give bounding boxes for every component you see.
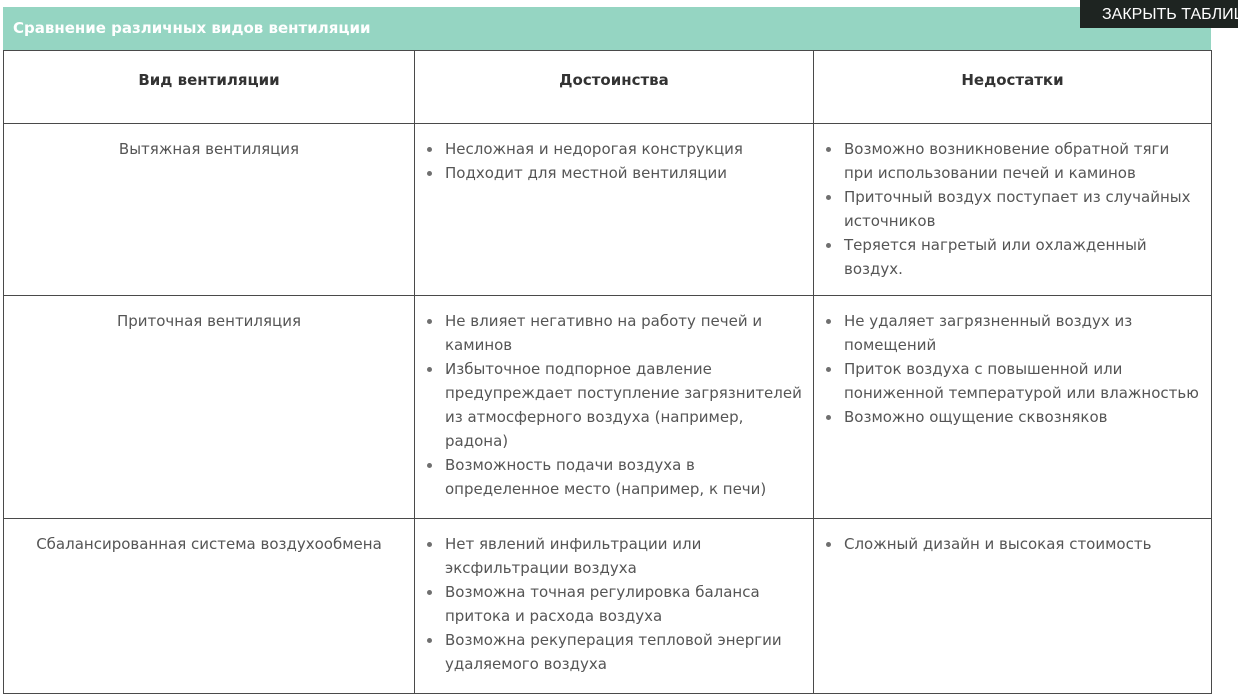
list-item: Возможность подачи воздуха в определенное место (например, к печи) (425, 453, 805, 501)
comparison-table-container (3, 7, 1211, 694)
pros-cell (415, 519, 814, 694)
list-item: Возможно возникновение обратной тяги при использовании печей и каминов (824, 137, 1203, 185)
table-row (4, 296, 1212, 519)
list-item: Избыточное подпорное давление предупреждает поступление загрязнителей из атмосферного воздуха (например, радона) (425, 357, 805, 453)
table-header-row (4, 51, 1212, 124)
list-item: Возможна рекуперация тепловой энергии удаляемого воздуха (425, 628, 805, 676)
list-item: Теряется нагретый или охлажденный воздух. (824, 233, 1203, 281)
list-item: Не удаляет загрязненный воздух из помещений (824, 309, 1203, 357)
pros-cell (415, 296, 814, 519)
list-item: Не влияет негативно на работу печей и каминов (425, 309, 805, 357)
ventilation-type-cell: Сбалансированная система воздухообмена (4, 519, 415, 694)
table-caption: Сравнение различных видов вентиляции (3, 7, 1211, 50)
column-header-pros: Достоинства (415, 51, 814, 124)
ventilation-type-cell: Приточная вентиляция (4, 296, 415, 519)
list-item: Подходит для местной вентиляции (425, 161, 805, 185)
list-item: Приток воздуха с повышенной или пониженной температурой или влажностью (824, 357, 1203, 405)
column-header-type: Вид вентиляции (4, 51, 415, 124)
ventilation-comparison-table (3, 50, 1212, 694)
table-row (4, 519, 1212, 694)
cons-cell (814, 124, 1212, 296)
pros-list (425, 532, 805, 676)
cons-list (824, 137, 1203, 281)
list-item: Возможна точная регулировка баланса притока и расхода воздуха (425, 580, 805, 628)
ventilation-type-cell: Вытяжная вентиляция (4, 124, 415, 296)
list-item: Приточный воздух поступает из случайных источников (824, 185, 1203, 233)
list-item: Сложный дизайн и высокая стоимость (824, 532, 1203, 556)
cons-list (824, 309, 1203, 429)
pros-list (425, 137, 805, 185)
cons-list (824, 532, 1203, 556)
pros-list (425, 309, 805, 501)
list-item: Нет явлений инфильтрации или эксфильтрации воздуха (425, 532, 805, 580)
list-item: Несложная и недорогая конструкция (425, 137, 805, 161)
table-row (4, 124, 1212, 296)
cons-cell (814, 519, 1212, 694)
list-item: Возможно ощущение сквозняков (824, 405, 1203, 429)
cons-cell (814, 296, 1212, 519)
column-header-cons: Недостатки (814, 51, 1212, 124)
pros-cell (415, 124, 814, 296)
close-table-button[interactable]: ЗАКРЫТЬ ТАБЛИЦУ (1080, 0, 1238, 28)
